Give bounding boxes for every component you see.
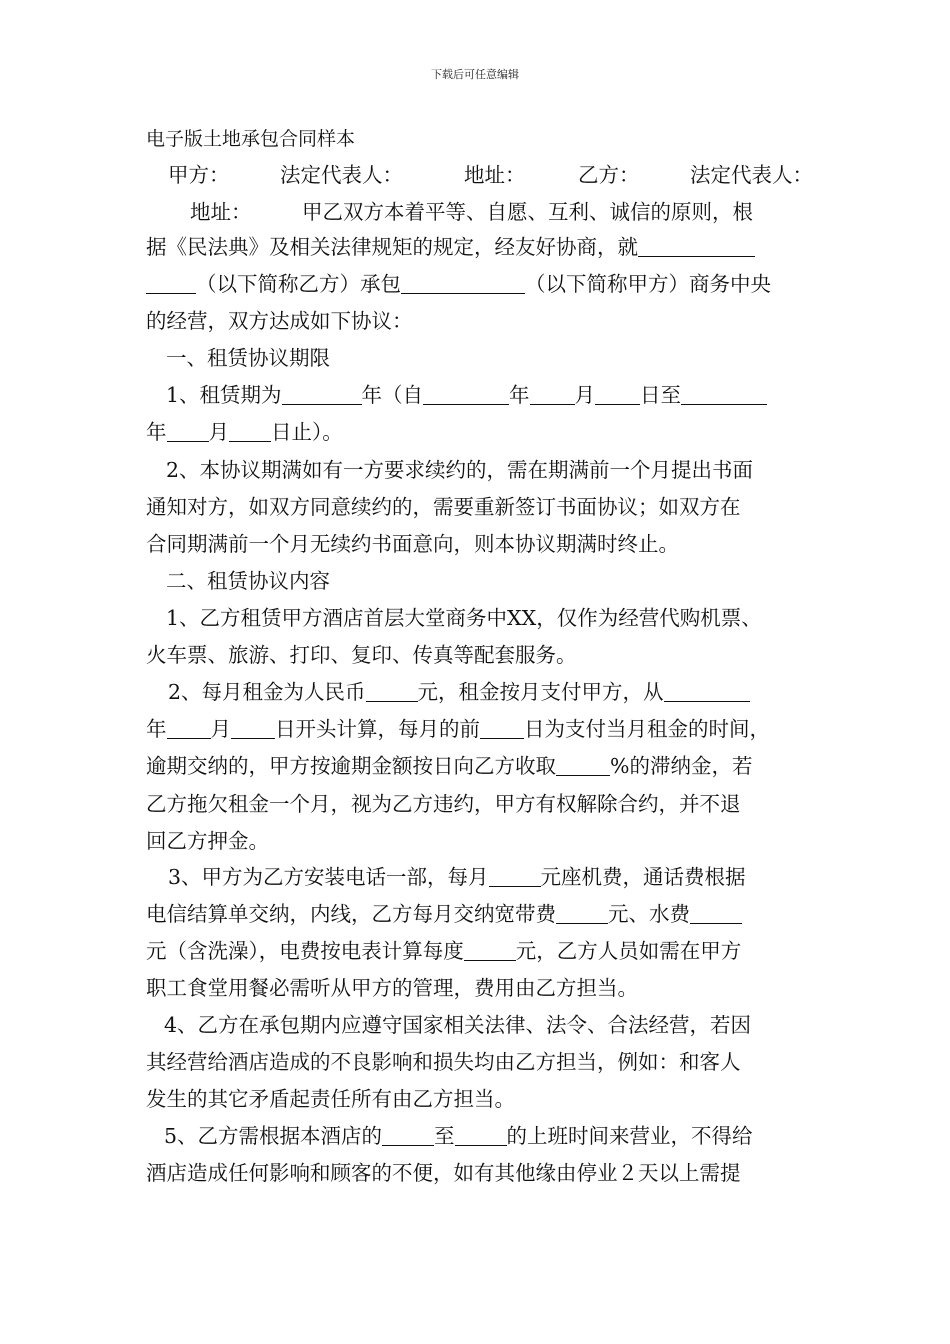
s2-item2-line1 (168, 677, 828, 707)
text-run: 元座机费，通话费根据 (540, 865, 746, 889)
s2-item2-line4: 乙方拖欠租金一个月，视为乙方违约，甲方有权解除合约，并不退 (146, 792, 741, 816)
section-1-heading: 一、租赁协议期限 (166, 346, 330, 370)
party-a-label: 甲方： (168, 163, 230, 187)
blank-field (464, 939, 516, 961)
blank-field (638, 235, 755, 257)
s2-item1-line2: 火车票、旅游、打印、复印、传真等配套服务。 (146, 643, 577, 667)
blank-field (681, 383, 767, 405)
s2-item3-line1 (168, 862, 828, 892)
blank-field (556, 902, 608, 924)
text-run: 元（含洗澡），电费按电表计算每度 (146, 939, 464, 963)
s1-item1-line2 (146, 417, 806, 447)
text-run: 电信结算单交纳，内线，乙方每月交纳宽带费 (146, 902, 556, 926)
text-run: 月 (208, 420, 229, 444)
s2-item4-line2: 其经营给酒店造成的不良影响和损失均由乙方担当，例如：和客人 (146, 1050, 741, 1074)
text-run: %的滞纳金，若 (610, 754, 753, 778)
blank-field (167, 420, 209, 442)
s2-item5-line1 (164, 1121, 824, 1151)
party-b-rep-label: 法定代表人： (690, 163, 813, 187)
s1-item2-line3: 合同期满前一个月无续约书面意向，则本协议期满时终止。 (146, 532, 679, 556)
s2-item4-line3: 发生的其它矛盾起责任所有由乙方担当。 (146, 1087, 515, 1111)
blank-field (146, 272, 196, 294)
text-run: 3、甲方为乙方安装电话一部，每月 (168, 865, 489, 889)
text-run: 月 (574, 383, 596, 407)
text-run: 年 (509, 383, 530, 407)
blank-field (382, 1124, 434, 1146)
text-run: 日开头计算，每月的前 (275, 717, 480, 741)
s2-item3-line2 (146, 899, 806, 929)
intro-text-3a: （以下简称乙方）承包 (196, 272, 401, 296)
blank-field (229, 420, 271, 442)
blank-field (167, 717, 211, 739)
section-2-heading: 二、租赁协议内容 (166, 569, 330, 593)
s2-item1-line1: 1、乙方租赁甲方酒店首层大堂商务中XX，仅作为经营代购机票、 (166, 606, 762, 630)
blank-field (455, 1124, 507, 1146)
intro-line-3 (146, 269, 806, 299)
intro-text-2: 据《民法典》及相关法律规矩的规定，经友好协商，就 (146, 235, 638, 259)
text-run: 年（自 (361, 383, 424, 407)
text-run: 年 (146, 717, 167, 741)
text-run: 月 (210, 717, 231, 741)
text-run: 5、乙方需根据本酒店的 (164, 1124, 383, 1148)
s1-item2-line1: 2、本协议期满如有一方要求续约的，需在期满前一个月提出书面 (166, 458, 754, 482)
blank-field (664, 680, 750, 702)
s2-item2-line2 (146, 714, 806, 744)
s1-item2-line2: 通知对方，如双方同意续约的，需要重新签订书面协议；如双方在 (146, 495, 741, 519)
s2-item3-line4: 职工食堂用餐必需听从甲方的管理，费用由乙方担当。 (146, 976, 638, 1000)
blank-field (401, 272, 525, 294)
header-note: 下载后可任意编辑 (431, 68, 519, 81)
text-run: 的上班时间来营业，不得给 (506, 1124, 753, 1148)
party-a-rep-label: 法定代表人： (280, 163, 403, 187)
text-run: 年 (146, 420, 167, 444)
s2-item4-line1: 4、乙方在承包期内应遵守国家相关法律、法令、合法经营，若因 (164, 1013, 752, 1037)
s2-item2-line5: 回乙方押金。 (146, 829, 269, 853)
text-run: 日为支付当月租金的时间， (524, 717, 770, 741)
blank-field (556, 754, 610, 776)
text-run: 1、租赁期为 (166, 383, 282, 407)
intro-line-4: 的经营，双方达成如下协议： (146, 309, 413, 333)
blank-field (690, 902, 742, 924)
intro-text-1: 甲乙双方本着平等、自愿、互利、诚信的原则，根 (302, 200, 753, 224)
party-b-address-label: 地址： (190, 200, 252, 224)
blank-field (282, 383, 362, 405)
intro-text-3b: （以下简称甲方）商务中央 (525, 272, 771, 296)
intro-line-2 (146, 232, 806, 262)
text-run: 元，乙方人员如需在甲方 (515, 939, 742, 963)
blank-field (480, 717, 524, 739)
s1-item1-line1 (166, 380, 826, 410)
text-run: 日止）。 (271, 420, 343, 444)
s2-item3-line3 (146, 936, 806, 966)
blank-field (530, 383, 575, 405)
s2-item2-line3 (146, 751, 806, 781)
blank-field (423, 383, 509, 405)
text-run: 至 (434, 1124, 455, 1148)
blank-field (231, 717, 275, 739)
party-a-address-label: 地址： (464, 163, 526, 187)
blank-field (489, 865, 541, 887)
s2-item5-line2: 酒店造成任何影响和顾客的不便，如有其他缘由停业２天以上需提 (146, 1161, 741, 1185)
text-run: 元，租金按月支付甲方，从 (417, 680, 664, 704)
text-run: 日至 (640, 383, 682, 407)
blank-field (366, 680, 418, 702)
document-title: 电子版土地承包合同样本 (146, 128, 356, 150)
text-run: 元、水费 (608, 902, 690, 926)
party-b-label: 乙方： (578, 163, 640, 187)
text-run: 2、每月租金为人民币 (168, 680, 366, 704)
text-run: 逾期交纳的，甲方按逾期金额按日向乙方收取 (146, 754, 556, 778)
blank-field (595, 383, 640, 405)
